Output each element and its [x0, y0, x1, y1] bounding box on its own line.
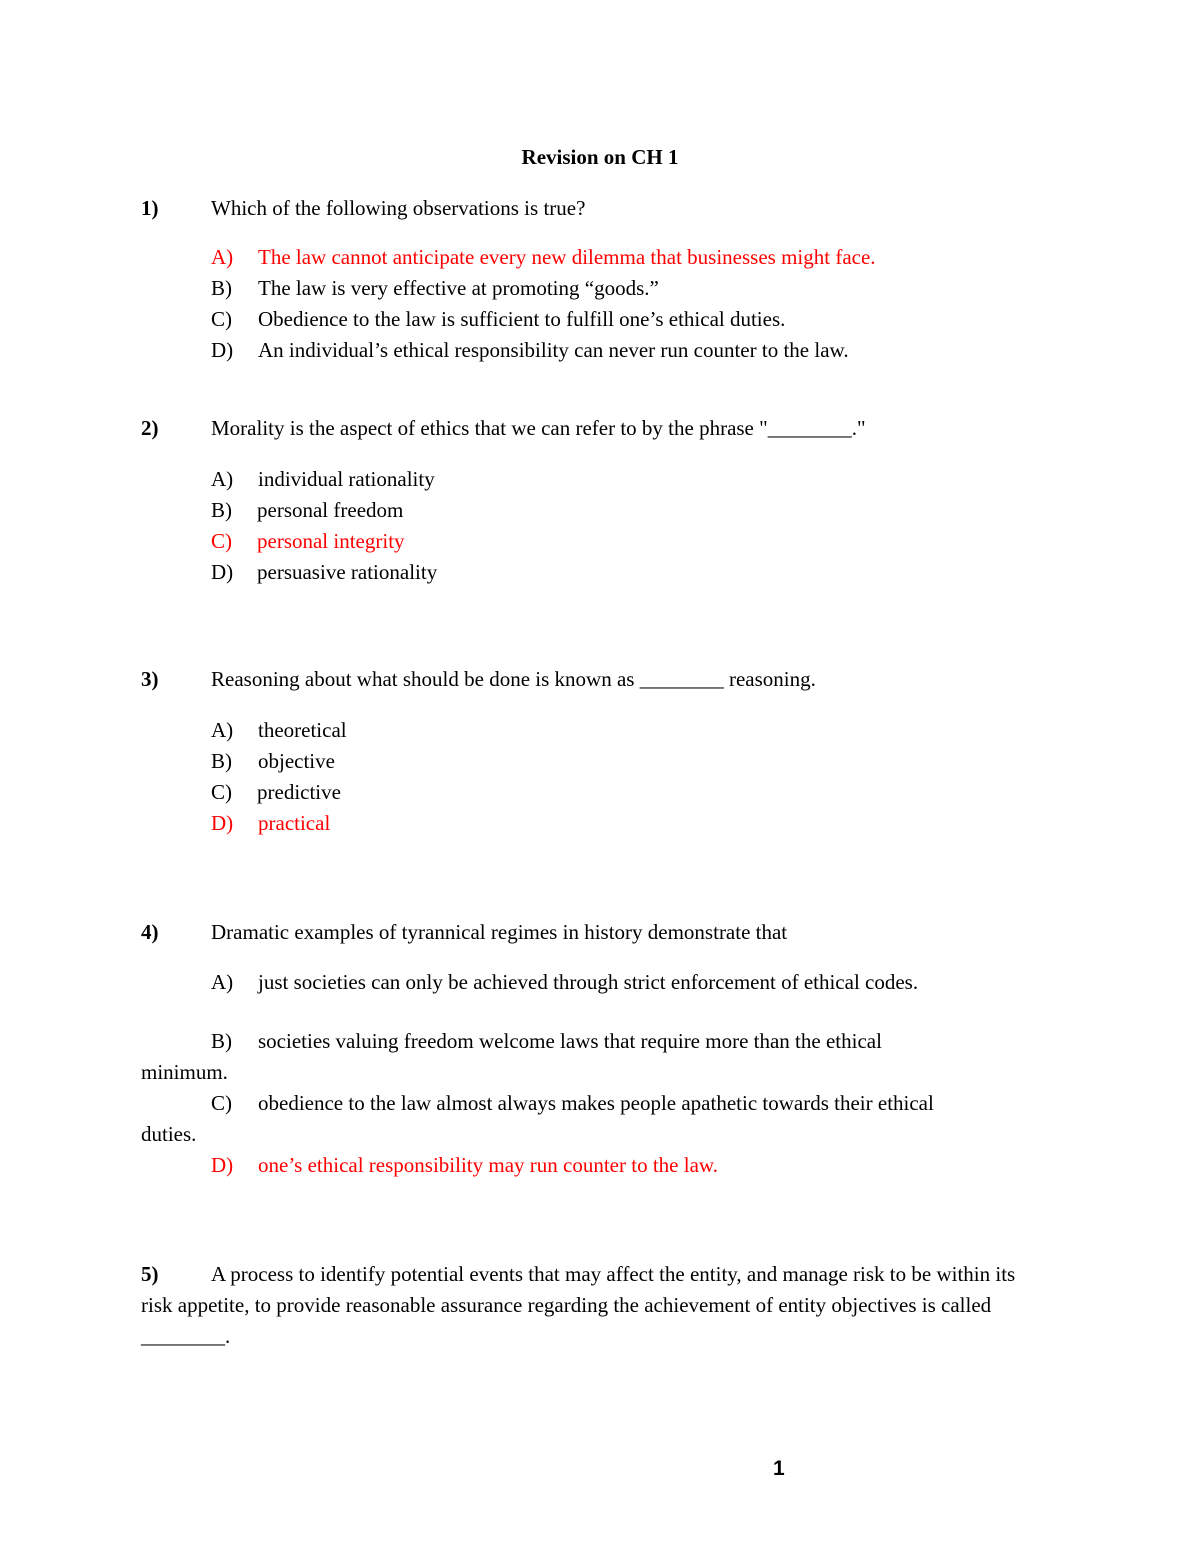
- page-number: 1: [773, 1457, 785, 1480]
- option-text: obedience to the law almost always makes people apathetic towards their ethical: [258, 1091, 934, 1115]
- question-3-text: Reasoning about what should be done is known as ________ reasoning.: [211, 667, 816, 691]
- option-text: just societies can only be achieved through strict enforcement of ethical codes.: [258, 970, 919, 994]
- option-letter: D): [211, 338, 234, 362]
- option-letter: C): [211, 529, 232, 553]
- question-4-option-c-continuation: duties.: [141, 1122, 197, 1146]
- question-5: [141, 1259, 1041, 1352]
- option-letter: C): [211, 1091, 232, 1115]
- option-letter: D): [211, 811, 234, 835]
- option-text: Obedience to the law is sufficient to fulfill one’s ethical duties.: [258, 307, 786, 331]
- option-letter: A): [211, 718, 234, 742]
- question-3-number: 3): [141, 667, 159, 691]
- option-text: practical: [258, 811, 331, 835]
- question-2-text: Morality is the aspect of ethics that we can refer to by the phrase "________.": [211, 416, 866, 440]
- option-letter: D): [211, 560, 234, 584]
- option-text: persuasive rationality: [257, 560, 438, 584]
- option-letter: A): [211, 467, 234, 491]
- option-text: individual rationality: [258, 467, 435, 491]
- option-text: The law cannot anticipate every new dilemma that businesses might face.: [258, 245, 876, 269]
- question-5-number: 5): [141, 1262, 159, 1286]
- option-text: The law is very effective at promoting “goods.”: [258, 276, 659, 300]
- question-4-text: Dramatic examples of tyrannical regimes in history demonstrate that: [211, 920, 788, 944]
- question-1-text: Which of the following observations is true?: [211, 196, 586, 220]
- question-5-text: A process to identify potential events that may affect the entity, and manage risk to be within its risk appetite, to provide reasonable assurance regarding the achievement of entity objectives is called ________.: [141, 1262, 1016, 1348]
- option-letter: C): [211, 780, 232, 804]
- option-letter: B): [211, 749, 232, 773]
- option-text: one’s ethical responsibility may run counter to the law.: [258, 1153, 718, 1177]
- option-letter: B): [211, 498, 232, 522]
- question-4-option-b-continuation: minimum.: [141, 1060, 228, 1084]
- option-text: societies valuing freedom welcome laws that require more than the ethical: [258, 1029, 882, 1053]
- option-text: An individual’s ethical responsibility can never run counter to the law.: [258, 338, 849, 362]
- option-text: objective: [258, 749, 335, 773]
- question-2-number: 2): [141, 416, 159, 440]
- page-title: Revision on CH 1: [521, 145, 679, 169]
- option-letter: B): [211, 276, 232, 300]
- option-letter: C): [211, 307, 232, 331]
- option-letter: A): [211, 970, 234, 994]
- question-4-number: 4): [141, 920, 159, 944]
- option-text: personal integrity: [257, 529, 405, 553]
- option-text: predictive: [257, 780, 341, 804]
- option-text: personal freedom: [257, 498, 404, 522]
- option-letter: A): [211, 245, 234, 269]
- option-letter: D): [211, 1153, 234, 1177]
- question-1-number: 1): [141, 196, 159, 220]
- option-text: theoretical: [258, 718, 347, 742]
- option-letter: B): [211, 1029, 232, 1053]
